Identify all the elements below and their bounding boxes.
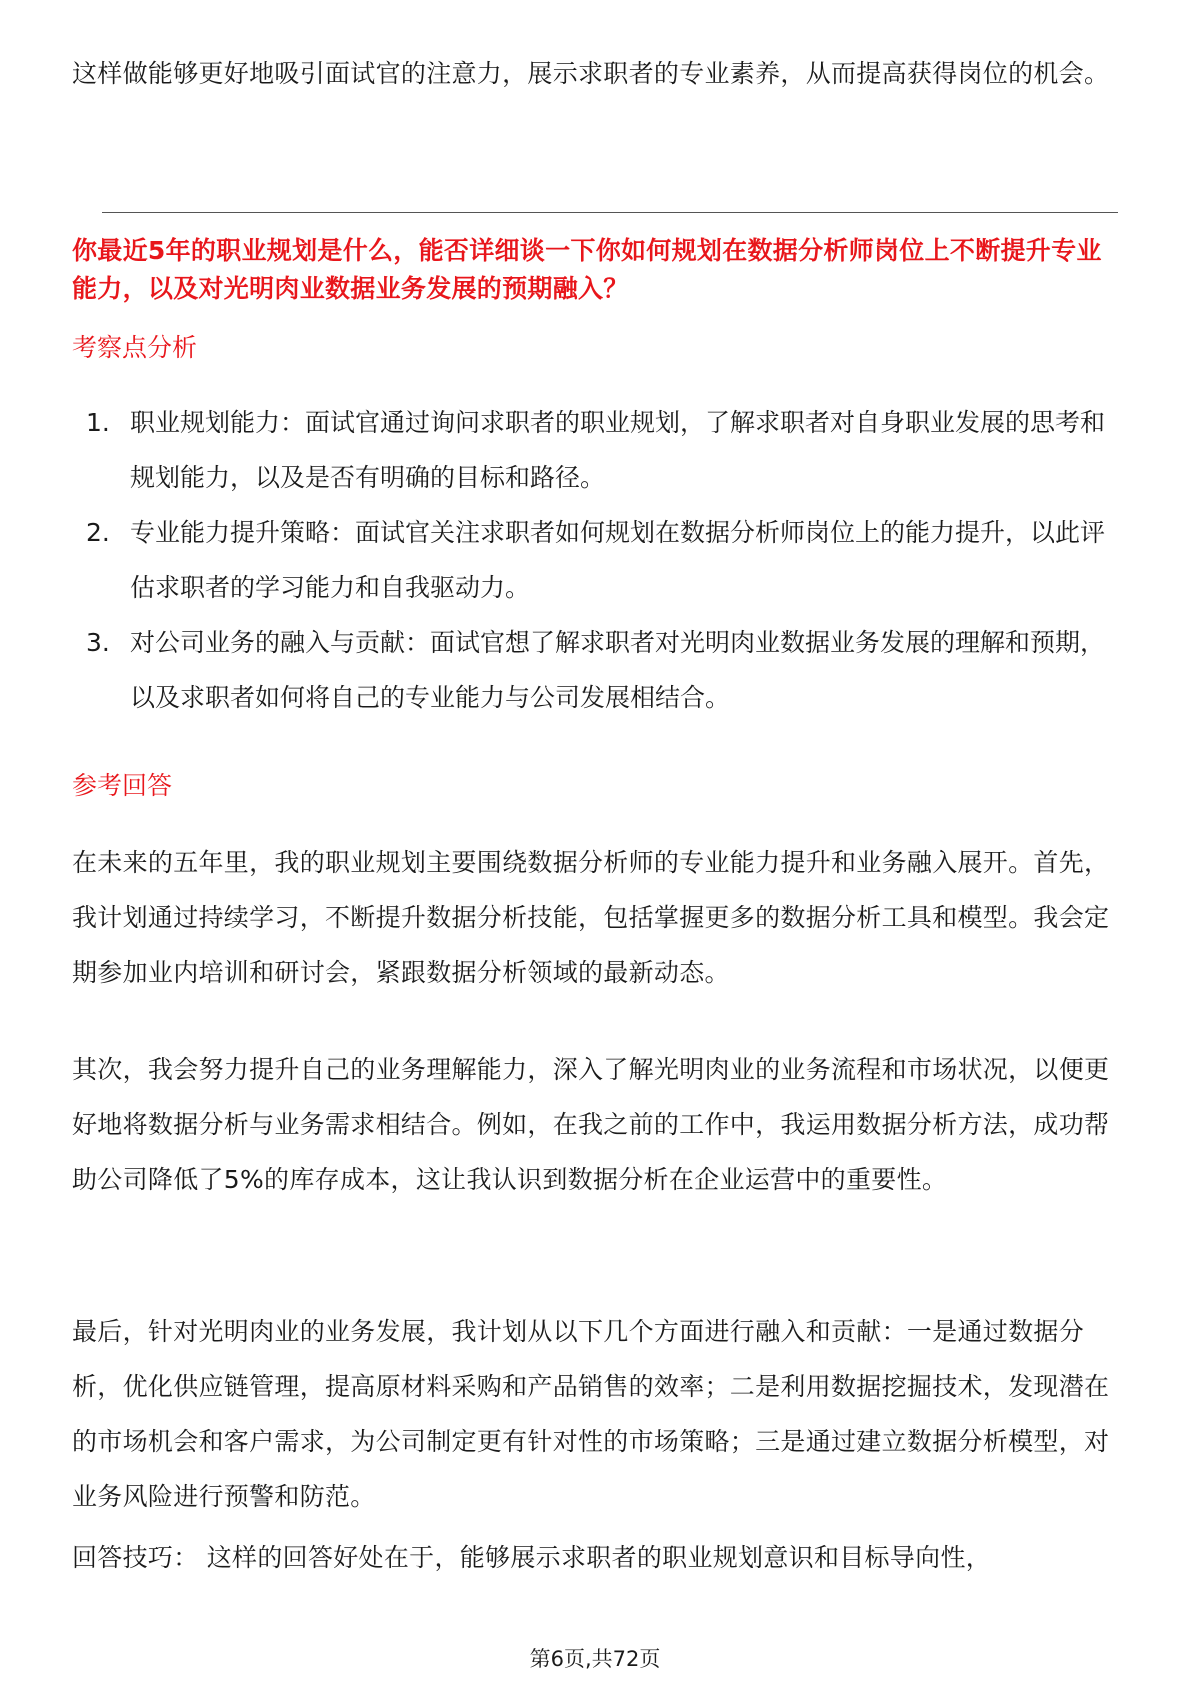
list-item	[86, 395, 1118, 505]
answer-paragraph: 在未来的五年里，我的职业规划主要围绕数据分析师的专业能力提升和业务融入展开。首先，我计划通过持续学习，不断提升数据分析技能，包括掌握更多的数据分析工具和模型。我会定期参加业内培训和研讨会，紧跟数据分析领域的最新动态。	[72, 848, 1110, 987]
list-item	[86, 505, 1118, 615]
answer-paragraph: 最后，针对光明肉业的业务发展，我计划从以下几个方面进行融入和贡献：一是通过数据分析，优化供应链管理，提高原材料采购和产品销售的效率；二是利用数据挖掘技术，发现潜在的市场机会和客户需求，为公司制定更有针对性的市场策略；三是通过建立数据分析模型，对业务风险进行预警和防范。	[72, 1317, 1110, 1511]
answer-title: 参考回答	[72, 771, 173, 800]
analysis-title: 考察点分析	[72, 333, 198, 362]
list-item	[86, 615, 1118, 725]
question-heading: 你最近5年的职业规划是什么，能否详细谈一下你如何规划在数据分析师岗位上不断提升专业能力，以及对光明肉业数据业务发展的预期融入？	[72, 236, 1102, 303]
intro-paragraph: 这样做能够更好地吸引面试官的注意力，展示求职者的专业素养，从而提高获得岗位的机会。	[72, 59, 1110, 88]
list-text: 对公司业务的融入与贡献：面试官想了解求职者对光明肉业数据业务发展的理解和预期，以及求职者如何将自己的专业能力与公司发展相结合。	[130, 628, 1106, 712]
answer-tip-paragraph: 回答技巧： 这样的回答好处在于，能够展示求职者的职业规划意识和目标导向性，	[72, 1543, 992, 1572]
page-footer: 第6页,共72页	[529, 1647, 661, 1671]
list-number: 2.	[86, 518, 110, 547]
answer-paragraph: 其次，我会努力提升自己的业务理解能力，深入了解光明肉业的业务流程和市场状况，以便更好地将数据分析与业务需求相结合。例如，在我之前的工作中，我运用数据分析方法，成功帮助公司降低了5%的库存成本，这让我认识到数据分析在企业运营中的重要性。	[72, 1055, 1110, 1194]
section-divider	[102, 212, 1118, 213]
list-number: 3.	[86, 628, 110, 657]
list-number: 1.	[86, 408, 110, 437]
list-text: 职业规划能力：面试官通过询问求职者的职业规划，了解求职者对自身职业发展的思考和规划能力，以及是否有明确的目标和路径。	[130, 408, 1106, 492]
analysis-list	[86, 395, 1118, 725]
list-text: 专业能力提升策略：面试官关注求职者如何规划在数据分析师岗位上的能力提升，以此评估求职者的学习能力和自我驱动力。	[130, 518, 1106, 602]
